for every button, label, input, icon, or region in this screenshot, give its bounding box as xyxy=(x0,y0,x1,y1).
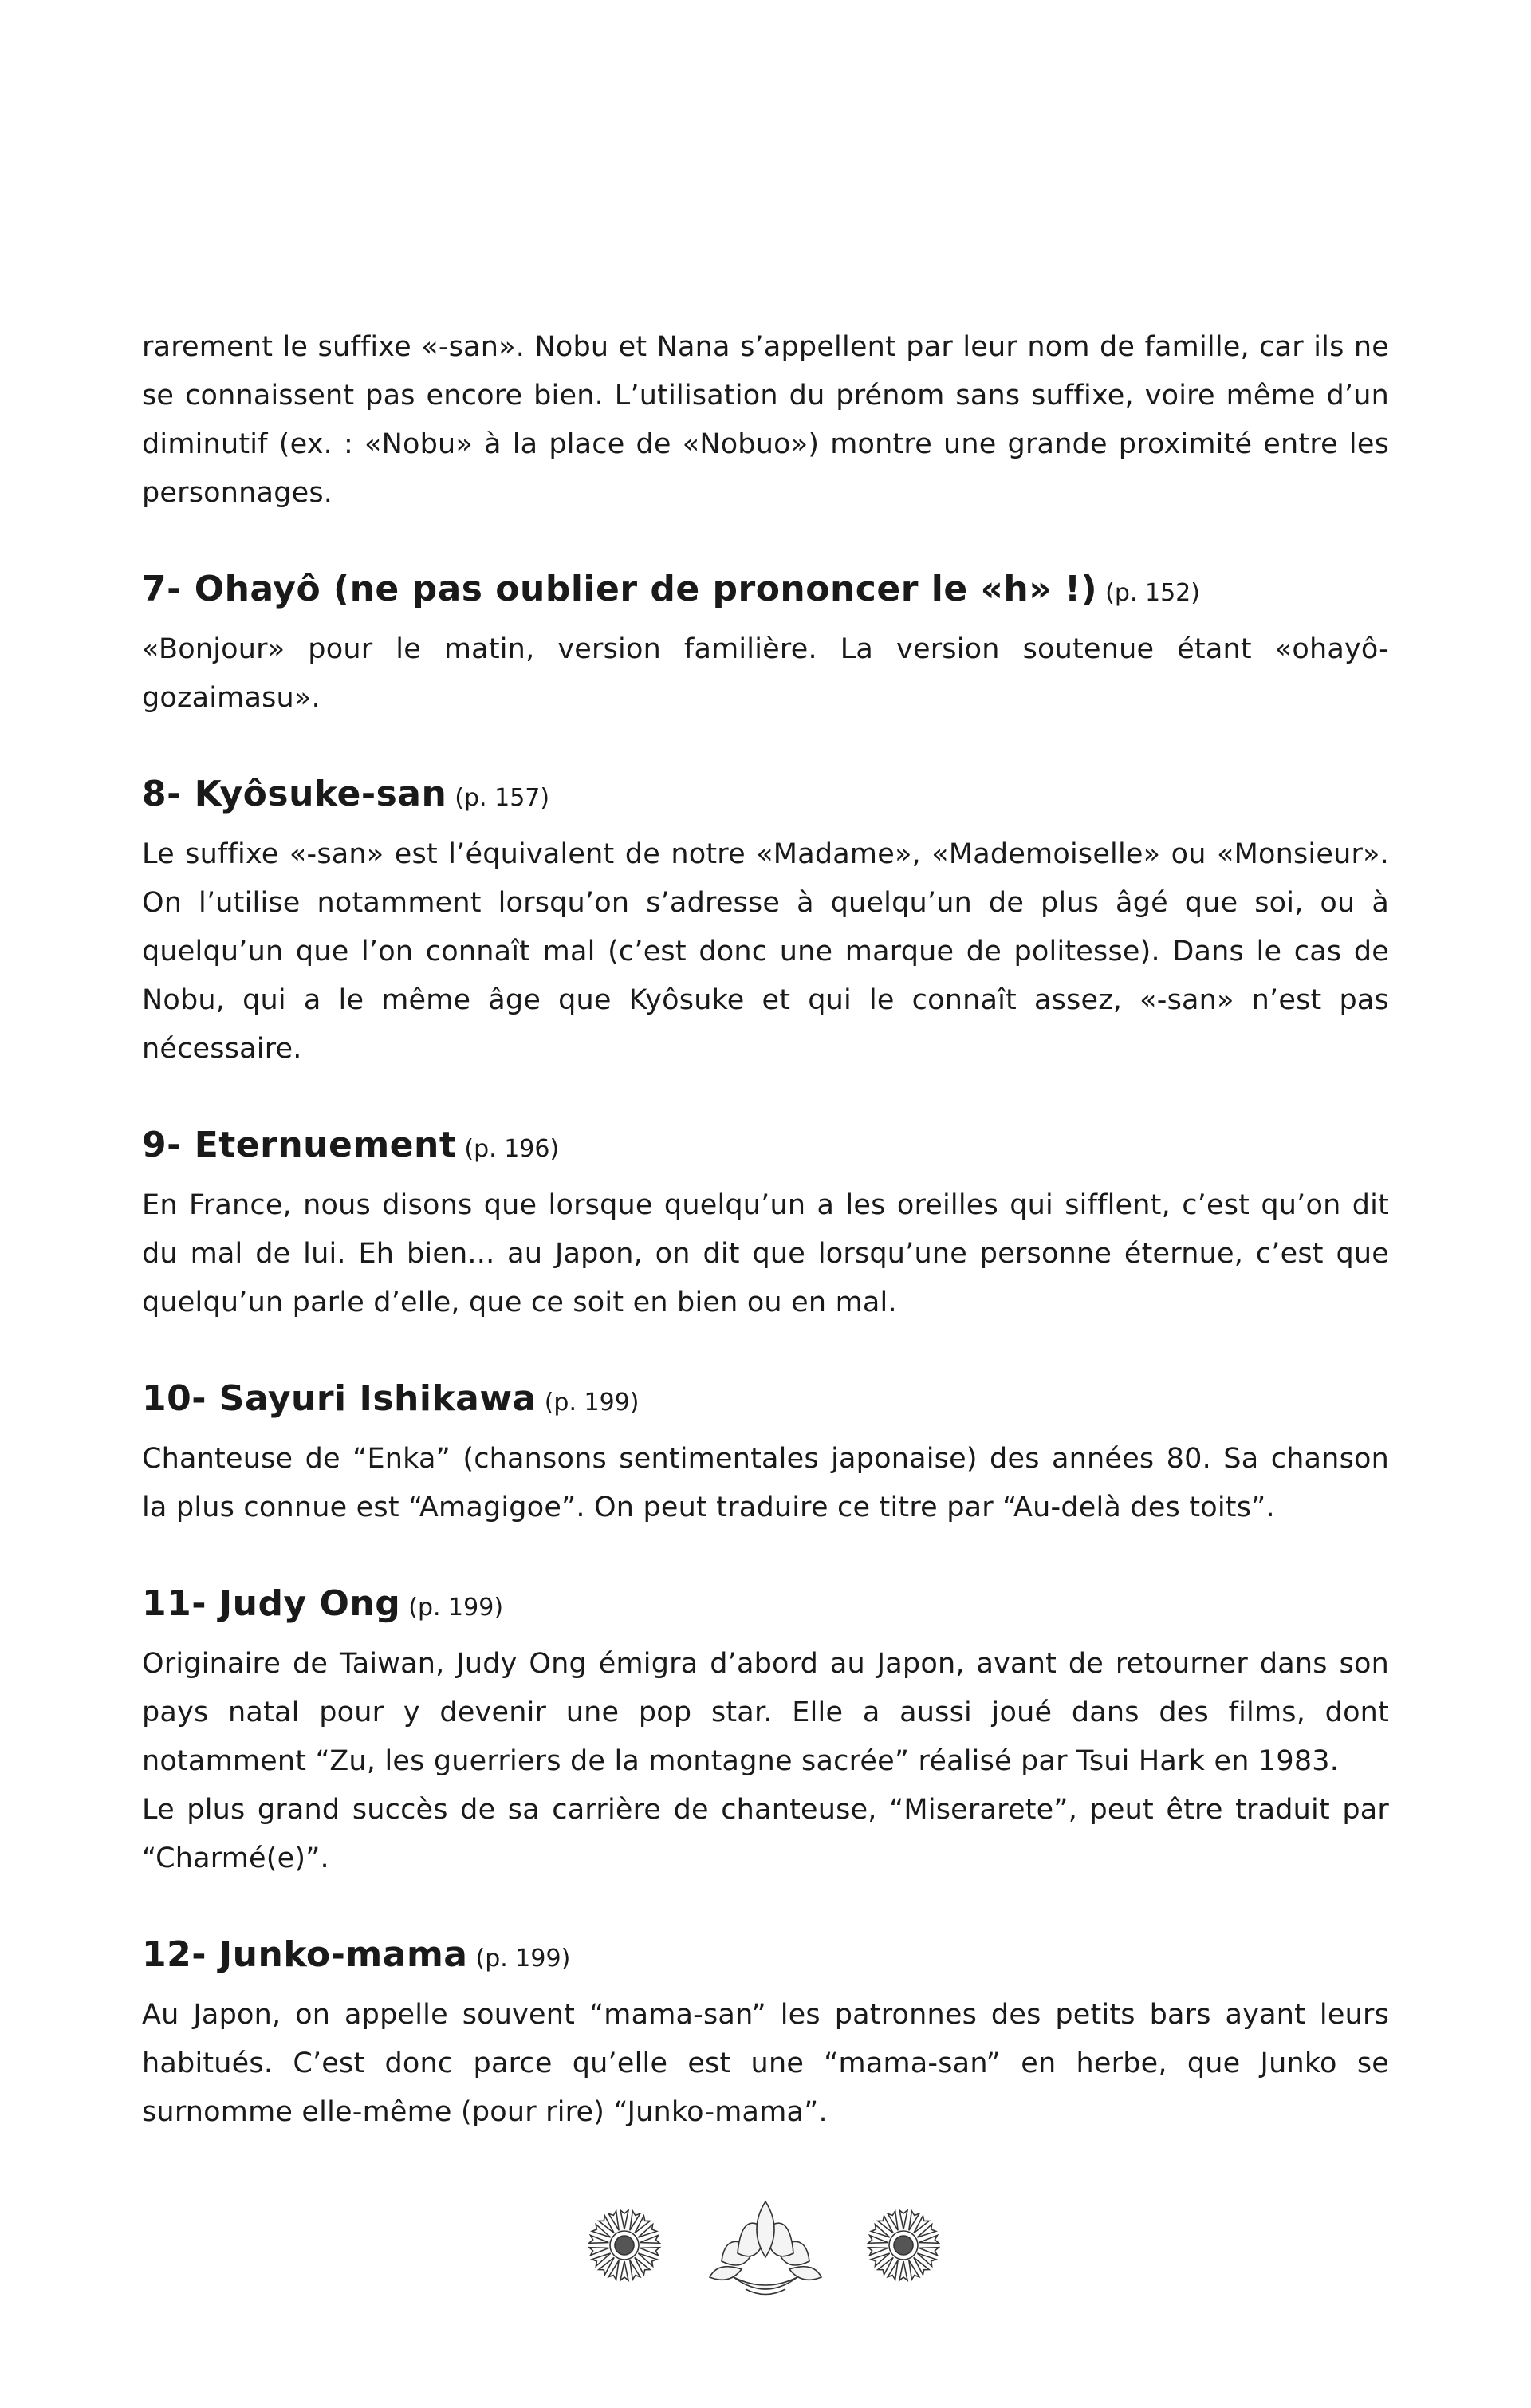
ornament-row xyxy=(0,2197,1531,2341)
entry-page-ref: (p. 199) xyxy=(408,1594,504,1622)
entry-page-ref: (p. 196) xyxy=(464,1135,560,1163)
entry-title: 11- Judy Ong xyxy=(142,1583,401,1624)
entry-12 xyxy=(142,1929,1389,2137)
entry-heading xyxy=(142,1578,1389,1637)
entry-9 xyxy=(142,1120,1389,1327)
sunflower-icon xyxy=(584,2205,664,2285)
entry-7 xyxy=(142,564,1389,723)
entry-11 xyxy=(142,1578,1389,1883)
entry-paragraph: En France, nous disons que lorsque quelqu’un a les oreilles qui sifflent, c’est qu’on dit du mal de lui. Eh bien... au Japon, on dit que lorsqu’une personne éternue, c’est que quelqu’un parle d’elle, que ce soit en bien ou en mal. xyxy=(142,1189,1389,1318)
entry-heading xyxy=(142,564,1389,622)
entry-heading xyxy=(142,1120,1389,1178)
entry-paragraph: Chanteuse de “Enka” (chansons sentimentales japonaise) des années 80. Sa chanson la plus connue est “Amagigoe”. On peut traduire ce titre par “Au-delà des toits”. xyxy=(142,1443,1389,1523)
entry-title: 7- Ohayô (ne pas oublier de prononcer le «h» !) xyxy=(142,569,1098,609)
entry-paragraph: Le suffixe «-san» est l’équivalent de notre «Madame», «Mademoiselle» ou «Monsieur». On l’utilise notamment lorsqu’on s’adresse à quelqu’un de plus âgé que soi, ou à quelqu’un que l’on connaît mal (c’est donc une marque de politesse). Dans le cas de Nobu, qui a le même âge que Kyôsuke et qui le connaît assez, «-san» n’est pas nécessaire. xyxy=(142,838,1389,1065)
entry-page-ref: (p. 152) xyxy=(1105,579,1200,607)
entry-title: 12- Junko-mama xyxy=(142,1934,468,1975)
sunflower-icon xyxy=(864,2205,943,2285)
intro-paragraph: rarement le suffixe «-san». Nobu et Nana s’appellent par leur nom de famille, car ils ne se connaissent pas encore bien. L’utilisation du prénom sans suffixe, voire même d’un diminutif (ex. : «Nobu» à la place de «Nobuo») montre une grande proximité entre les personnages. xyxy=(142,331,1389,509)
entry-8 xyxy=(142,769,1389,1074)
entry-heading xyxy=(142,769,1389,827)
entry-heading xyxy=(142,1373,1389,1432)
entry-10 xyxy=(142,1373,1389,1532)
document-body xyxy=(142,323,1389,2137)
entry-page-ref: (p. 199) xyxy=(544,1389,640,1417)
entry-page-ref: (p. 199) xyxy=(475,1945,571,1973)
entry-title: 8- Kyôsuke-san xyxy=(142,774,447,814)
entry-paragraph: Le plus grand succès de sa carrière de chanteuse, “Miserarete”, peut être traduit par “Charmé(e)”. xyxy=(142,1794,1389,1874)
entry-paragraph: Au Japon, on appelle souvent “mama-san” les patronnes des petits bars ayant leurs habitués. C’est donc parce qu’elle est une “mama-san” en herbe, que Junko se surnomme elle-même (pour rire) “Junko-mama”. xyxy=(142,1999,1389,2128)
entry-title: 9- Eternuement xyxy=(142,1125,457,1165)
entry-title: 10- Sayuri Ishikawa xyxy=(142,1378,537,1419)
entry-heading xyxy=(142,1929,1389,1988)
entry-paragraph: «Bonjour» pour le matin, version familière. La version soutenue étant «ohayô-gozaimasu». xyxy=(142,633,1389,714)
entry-paragraph: Originaire de Taiwan, Judy Ong émigra d’abord au Japon, avant de retourner dans son pays natal pour y devenir une pop star. Elle a aussi joué dans des films, dont notamment “Zu, les guerriers de la montagne sacrée” réalisé par Tsui Hark en 1983. xyxy=(142,1648,1389,1777)
lotus-icon xyxy=(702,2197,829,2301)
entry-page-ref: (p. 157) xyxy=(455,784,550,812)
